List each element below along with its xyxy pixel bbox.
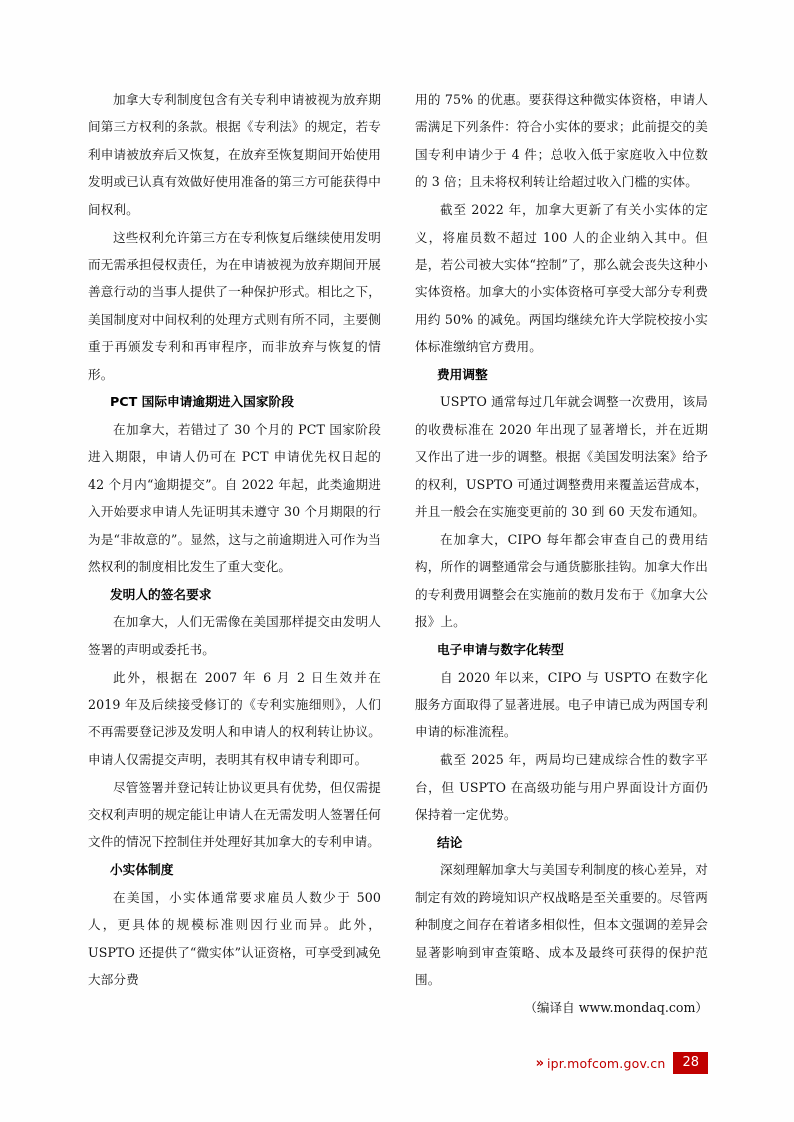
paragraph: 截至 2022 年，加拿大更新了有关小实体的定义，将雇员数不超过 100 人的企业纳入其中。但是，若公司被大实体“控制”了，那么就会丧失这种小实体资格。加拿大的小实体资格可享受大部分专利费用约 50% 的减免。两国均继续允许大学院校按小实体标准缴纳官方费用。 — [415, 202, 708, 355]
right-column — [415, 86, 708, 1015]
two-column-body — [88, 86, 708, 1015]
paragraph: 自 2020 年以来，CIPO 与 USPTO 在数字化服务方面取得了显著进展。电子申请已成为两国专利申请的标准流程。 — [415, 669, 708, 740]
paragraph: 在加拿大，CIPO 每年都会审查自己的费用结构，所作的调整通常会与通货膨胀挂钩。加拿大作出的专利费用调整会在实施前的数月发布于《加拿大公报》上。 — [415, 532, 708, 630]
section-heading: 发明人的签名要求 — [110, 586, 212, 602]
section-heading: 电子申请与数字化转型 — [437, 642, 564, 658]
paragraph: 深刻理解加拿大与美国专利制度的核心差异，对制定有效的跨境知识产权战略是至关重要的。尽管两种制度之间存在着诸多相似性，但本文强调的差异会显著影响到审查策略、成本及最终可获得的保护范围。 — [415, 862, 708, 987]
section-heading: 费用调整 — [437, 367, 488, 383]
paragraph: 加拿大专利制度包含有关专利申请被视为放弃期间第三方权利的条款。根据《专利法》的规定，若专利申请被放弃后又恢复，在放弃至恢复期间开始使用发明或已认真有效做好使用准备的第三方可能获得中间权利。 — [88, 92, 381, 217]
paragraph: 尽管签署并登记转让协议更具有优势，但仅需提交权利声明的规定能让申请人在无需发明人签署任何文件的情况下控制住并处理好其加拿大的专利申请。 — [88, 779, 381, 850]
section-heading: 小实体制度 — [110, 862, 174, 878]
paragraph: 在加拿大，若错过了 30 个月的 PCT 国家阶段进入期限，申请人仍可在 PCT 申请优先权日起的 42 个月内“逾期提交”。自 2022 年起，此类逾期进入开始要求申请人先证明其未遵守 30 个月期限的行为是“非故意的”。显然，这与之前逾期进入可作为当然权利的制度相比发生了重大变化。 — [88, 421, 381, 574]
source-attribution: （编译自 www.mondaq.com） — [524, 999, 708, 1015]
paragraph: 在美国，小实体通常要求雇员人数少于 500 人，更具体的规模标准则因行业而异。此外，USPTO 还提供了“微实体”认证资格，可享受到减免大部分费 — [88, 889, 381, 987]
footer-website-url: ipr.mofcom.gov.cn — [547, 1055, 666, 1071]
double-chevron-right-icon: » — [535, 1055, 542, 1071]
page-number-badge: 28 — [673, 1052, 708, 1074]
paragraph: 截至 2025 年，两局均已建成综合性的数字平台，但 USPTO 在高级功能与用户界面设计方面仍保持着一定优势。 — [415, 752, 708, 823]
section-heading: 结论 — [437, 834, 463, 850]
paragraph: 在加拿大，人们无需像在美国那样提交由发明人签署的声明或委托书。 — [88, 614, 381, 657]
paragraph: 这些权利允许第三方在专利恢复后继续使用发明而无需承担侵权责任，为在申请被视为放弃期间开展善意行动的当事人提供了一种保护形式。相比之下，美国制度对中间权利的处理方式则有所不同，主要侧重于再颁发专利和再审程序，而非放弃与恢复的情形。 — [88, 229, 381, 382]
paragraph: USPTO 通常每过几年就会调整一次费用，该局的收费标准在 2020 年出现了显著增长，并在近期又作出了进一步的调整。根据《美国发明法案》给予的权利，USPTO 可通过调整费用来覆盖运营成本，并且一般会在实施变更前的 30 到 60 天发布通知。 — [415, 394, 708, 520]
left-column — [88, 86, 381, 996]
page-footer — [536, 1052, 708, 1074]
paragraph: 此外，根据在 2007 年 6 月 2 日生效并在 2019 年及后续接受修订的《专利实施细则》，人们不再需要登记涉及发明人和申请人的权利转让协议。申请人仅需提交声明，表明其有权申请专利即可。 — [88, 669, 381, 767]
paragraph-continued: 用的 75% 的优惠。要获得这种微实体资格，申请人需满足下列条件：符合小实体的要求；此前提交的美国专利申请少于 4 件；总收入低于家庭收入中位数的 3 倍；且未将权利转让给超过收入门槛的实体。 — [415, 92, 708, 190]
section-heading: PCT 国际申请逾期进入国家阶段 — [110, 394, 294, 410]
